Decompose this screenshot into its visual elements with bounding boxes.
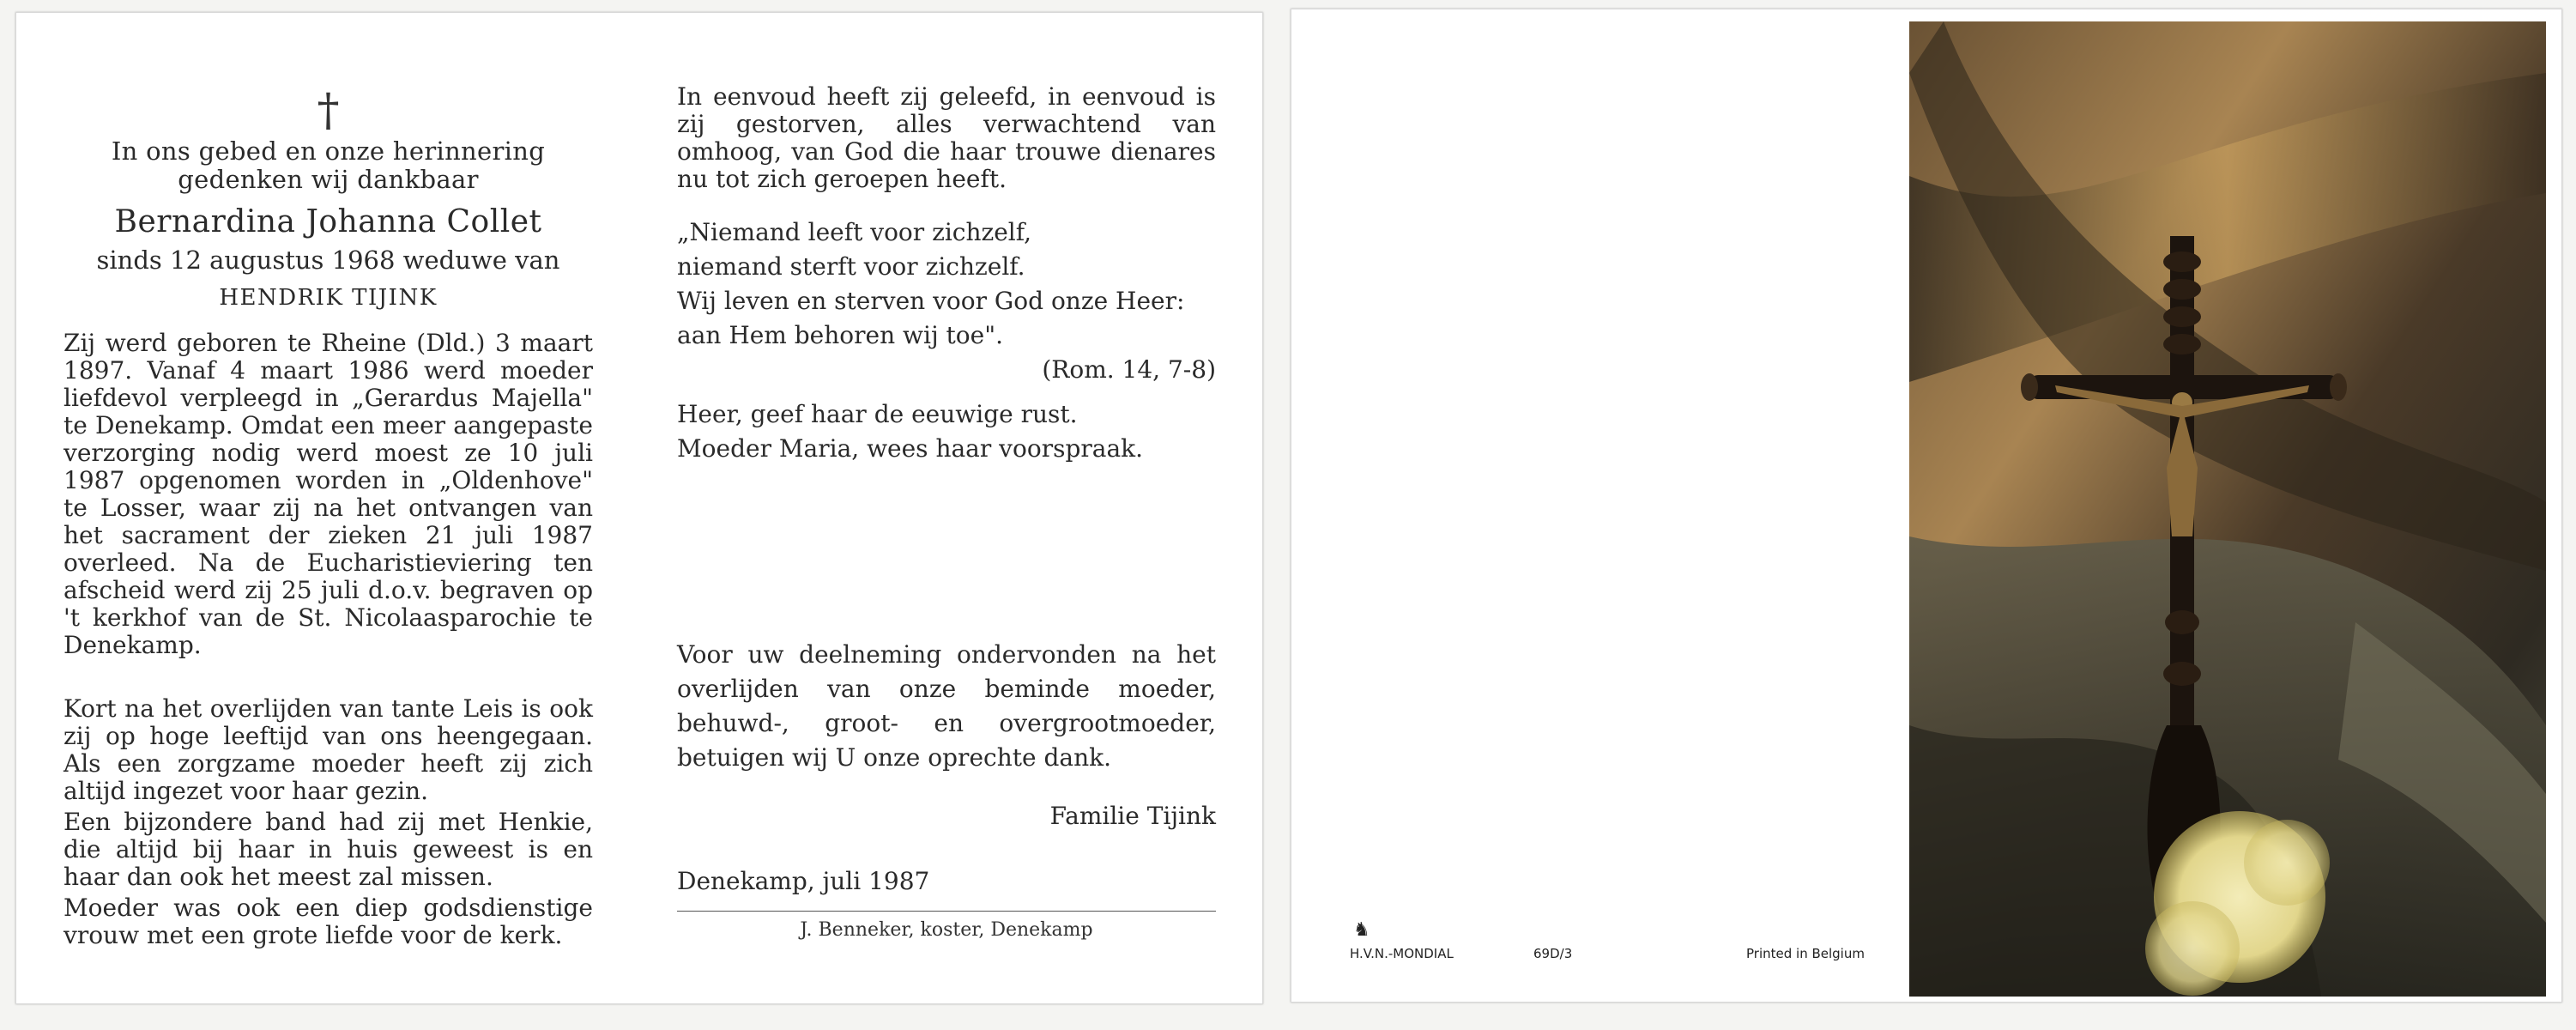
quote-line: niemand sterft voor zichzelf. — [677, 252, 1025, 281]
crucifix-with-flower-icon — [1909, 21, 2546, 997]
scripture-reference: (Rom. 14, 7-8) — [1042, 355, 1216, 384]
intro-line-1: In ons gebed en onze herinnering — [111, 136, 546, 166]
prayer-line-1: Heer, geef haar de eeuwige rust. — [677, 400, 1078, 428]
cross-icon: † — [317, 85, 340, 136]
aunt-leis-paragraph: Kort na het overlijden van tante Leis is ook zij op hoge leeftijd van ons heengegaan. Als een zorgzame moeder heeft zij zich altijd ingezet voor haar gezin. — [63, 694, 593, 805]
quote-line: „Niemand leeft voor zichzelf, — [677, 218, 1032, 246]
memorial-card-inside — [15, 12, 1263, 1004]
henkie-paragraph: Een bijzondere band had zij met Henkie, die altijd bij haar in huis geweest is en haar dan ook het meest zal missen. — [63, 808, 593, 891]
sexton-credit: J. Benneker, koster, Denekamp — [800, 919, 1093, 941]
right-column — [677, 83, 1216, 944]
memorial-card-outside — [1291, 9, 2562, 1003]
publisher-logo-icon: ♞ — [1353, 919, 1370, 941]
crucifix-photo — [1909, 21, 2546, 997]
printed-in: Printed in Belgium — [1746, 946, 1865, 961]
quote-line: Wij leven en sterven voor God onze Heer: — [677, 287, 1185, 315]
intro-line-2: gedenken wij dankbaar — [178, 165, 479, 194]
quote-line: aan Hem behoren wij toe". — [677, 321, 1003, 349]
scripture-quote — [677, 215, 1216, 353]
faith-paragraph: Moeder was ook een diep godsdienstige vrouw met een grote liefde voor de kerk. — [63, 894, 593, 949]
card-code: 69D/3 — [1533, 946, 1573, 961]
widow-since: sinds 12 augustus 1968 weduwe van — [96, 245, 560, 275]
biography-paragraph: Zij werd geboren te Rheine (Dld.) 3 maart 1897. Vanaf 4 maart 1986 werd moeder liefdevol verpleegd in „Gerardus Majella" te Denekamp. Omdat een meer aangepaste verzorging nodig werd moest ze 10 juli 1987 opgenomen worden in „Oldenhove" te Losser, waar zij na het ontvangen van het sacrament der zieken 21 juli 1987 overleed. Na de Eucharistieviering ten afscheid werd zij 25 juli d.o.v. begraven op 't kerkhof van de St. Nicolaasparochie te Denekamp. — [63, 329, 593, 659]
deceased-name: Bernardina Johanna Collet — [114, 204, 542, 239]
husband-name: HENDRIK TIJINK — [219, 285, 438, 311]
place-date: Denekamp, juli 1987 — [677, 867, 930, 895]
thanks-paragraph: Voor uw deelneming ondervonden na het overlijden van onze beminde moeder, behuwd-, groot- en overgrootmoeder, betuigen wij U onze oprechte dank. — [677, 640, 1216, 772]
divider — [677, 911, 1216, 912]
prayer-line-2: Moeder Maria, wees haar voorspraak. — [677, 434, 1144, 463]
simplicity-paragraph: In eenvoud heeft zij geleefd, in eenvoud is zij gestorven, alles verwachtend van omhoog, van God die haar trouwe dienares nu tot zich geroepen heeft. — [677, 82, 1216, 193]
family-signature: Familie Tijink — [1049, 802, 1216, 830]
publisher-name: H.V.N.-MONDIAL — [1350, 946, 1454, 961]
prayer — [677, 397, 1216, 466]
left-column — [63, 86, 593, 949]
